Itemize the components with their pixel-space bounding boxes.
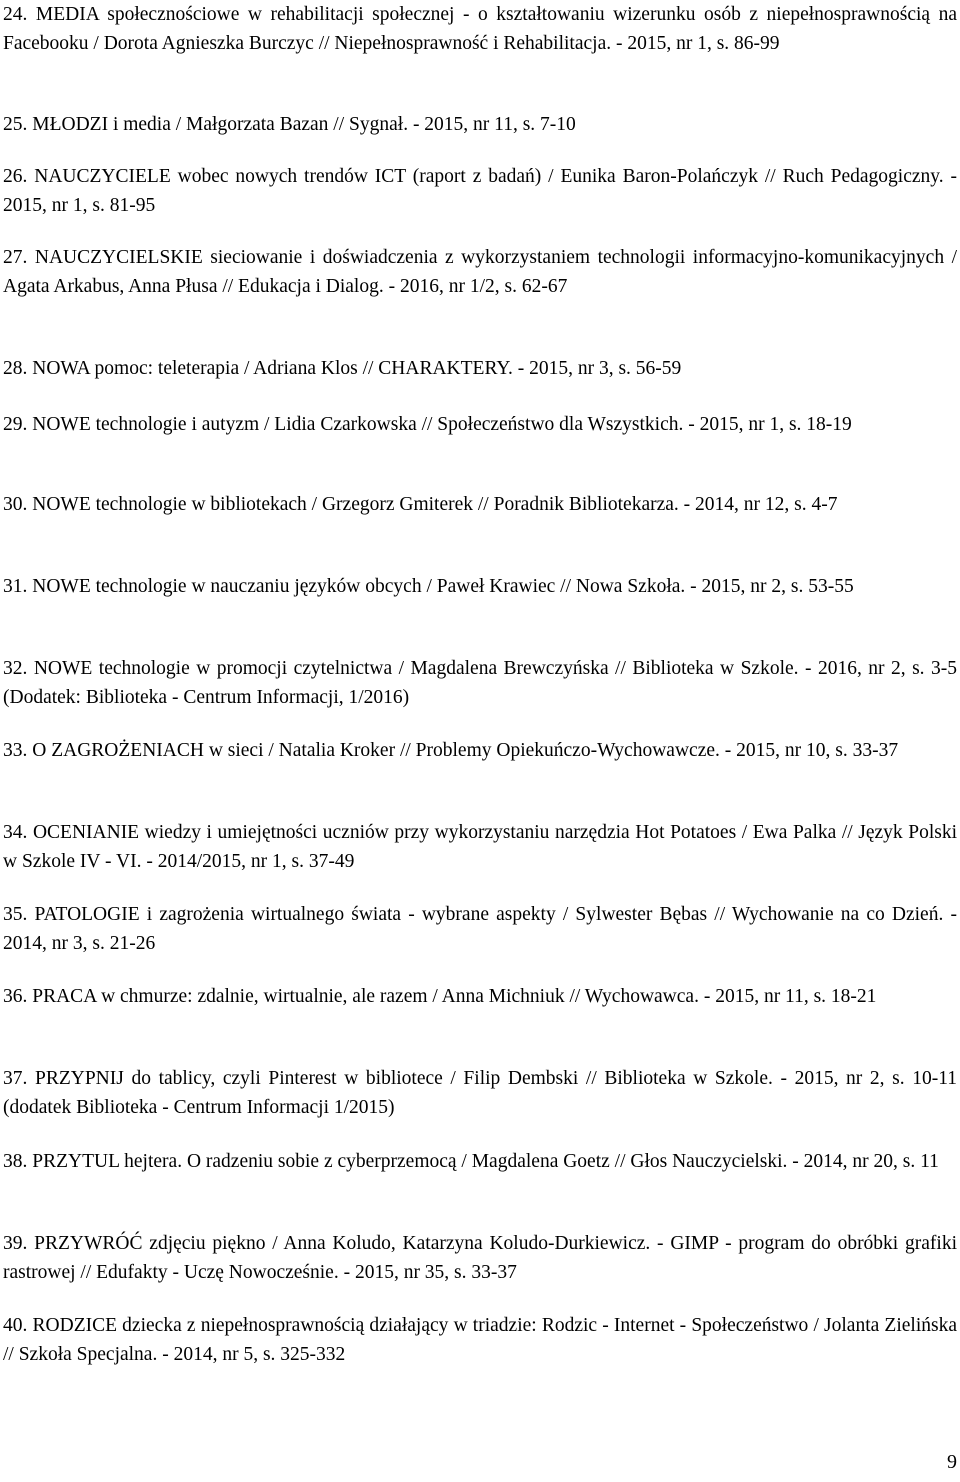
- bibliography-entry-28: 28. NOWA pomoc: teleterapia / Adriana Klos // CHARAKTERY. - 2015, nr 3, s. 56-59: [3, 358, 682, 379]
- bibliography-entry-24: 24. MEDIA społecznościowe w rehabilitacji społecznej - o kształtowaniu wizerunku osób z niepełnosprawnością na Facebooku / Dorota Agnieszka Burczyc // Niepełnosprawność i Rehabilitacja. - 2015, nr 1, s. 86-99: [3, 4, 957, 54]
- bibliography-entry-40: 40. RODZICE dziecka z niepełnosprawnością działający w triadzie: Rodzic - Internet - Społeczeństwo / Jolanta Zielińska // Szkoła Specjalna. - 2014, nr 5, s. 325-332: [3, 1315, 957, 1365]
- bibliography-entry-37: 37. PRZYPNIJ do tablicy, czyli Pinterest w bibliotece / Filip Dembski // Biblioteka w Szkole. - 2015, nr 2, s. 10-11 (dodatek Biblioteka - Centrum Informacji 1/2015): [3, 1068, 957, 1118]
- bibliography-entry-39: 39. PRZYWRÓĆ zdjęciu piękno / Anna Koludo, Katarzyna Koludo-Durkiewicz. - GIMP - program do obróbki grafiki rastrowej // Edufakty - Uczę Nowocześnie. - 2015, nr 35, s. 33-37: [3, 1233, 957, 1283]
- bibliography-entry-27: 27. NAUCZYCIELSKIE sieciowanie i doświadczenia z wykorzystaniem technologii informacyjno-komunikacyjnych / Agata Arkabus, Anna Płusa // Edukacja i Dialog. - 2016, nr 1/2, s. 62-67: [3, 247, 957, 297]
- bibliography-entry-34: 34. OCENIANIE wiedzy i umiejętności uczniów przy wykorzystaniu narzędzia Hot Potatoes / Ewa Palka // Język Polski w Szkole IV - VI. - 2014/2015, nr 1, s. 37-49: [3, 822, 957, 872]
- bibliography-entry-26: 26. NAUCZYCIELE wobec nowych trendów ICT (raport z badań) / Eunika Baron-Polańczyk // Ruch Pedagogiczny. - 2015, nr 1, s. 81-95: [3, 166, 957, 216]
- bibliography-entry-31: 31. NOWE technologie w nauczaniu języków obcych / Paweł Krawiec // Nowa Szkoła. - 2015, nr 2, s. 53-55: [3, 576, 854, 597]
- bibliography-entry-32: 32. NOWE technologie w promocji czytelnictwa / Magdalena Brewczyńska // Biblioteka w Szkole. - 2016, nr 2, s. 3-5 (Dodatek: Biblioteka - Centrum Informacji, 1/2016): [3, 658, 957, 708]
- bibliography-entry-29: 29. NOWE technologie i autyzm / Lidia Czarkowska // Społeczeństwo dla Wszystkich. - 2015, nr 1, s. 18-19: [3, 414, 852, 435]
- bibliography-entry-36: 36. PRACA w chmurze: zdalnie, wirtualnie, ale razem / Anna Michniuk // Wychowawca. - 2015, nr 11, s. 18-21: [3, 986, 877, 1007]
- page-number: 9: [947, 1451, 957, 1473]
- bibliography-entry-33: 33. O ZAGROŻENIACH w sieci / Natalia Kroker // Problemy Opiekuńczo-Wychowawcze. - 2015, nr 10, s. 33-37: [3, 740, 899, 761]
- bibliography-entry-38: 38. PRZYTUL hejtera. O radzeniu sobie z cyberprzemocą / Magdalena Goetz // Głos Nauczycielski. - 2014, nr 20, s. 11: [3, 1151, 939, 1172]
- bibliography-entry-35: 35. PATOLOGIE i zagrożenia wirtualnego świata - wybrane aspekty / Sylwester Bębas // Wychowanie na co Dzień. - 2014, nr 3, s. 21-26: [3, 904, 957, 954]
- bibliography-entry-25: 25. MŁODZI i media / Małgorzata Bazan // Sygnał. - 2015, nr 11, s. 7-10: [3, 114, 576, 135]
- bibliography-entry-30: 30. NOWE technologie w bibliotekach / Grzegorz Gmiterek // Poradnik Bibliotekarza. - 2014, nr 12, s. 4-7: [3, 494, 838, 515]
